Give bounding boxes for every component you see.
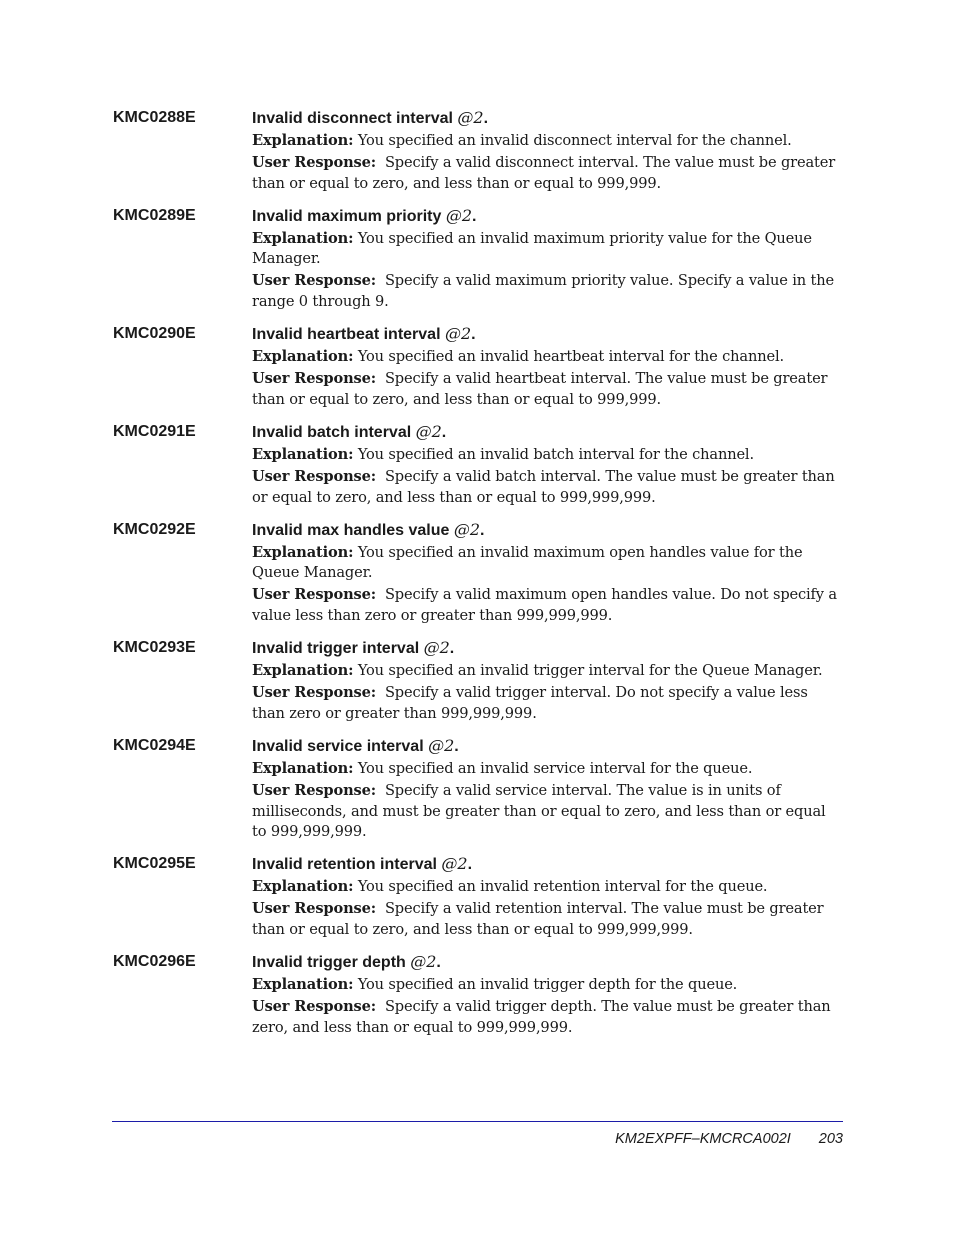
message-title-text: Invalid retention interval (252, 856, 442, 874)
explanation (252, 347, 843, 368)
message-title: Invalid trigger interval @2. (252, 638, 455, 658)
footer-divider (112, 1121, 843, 1122)
message-entry (113, 636, 843, 726)
message-entry (113, 852, 843, 942)
message-variable: @2 (423, 638, 450, 658)
message-entry (113, 734, 843, 844)
message-entry (113, 420, 843, 510)
user-response-label: User Response: (252, 900, 376, 918)
explanation-text: You specified an invalid trigger interval for the Queue Manager. (357, 662, 823, 680)
user-response (252, 271, 843, 312)
user-response-text: Specify a valid disconnect interval. The value must be greater than or equal to zero, and less than or equal to 999,999. (252, 154, 836, 192)
message-variable: @2 (453, 519, 481, 539)
message-body (252, 636, 843, 726)
message-body (252, 852, 843, 942)
explanation (252, 661, 843, 682)
message-entry (113, 950, 843, 1040)
message-code: KMC0290E (113, 325, 196, 343)
message-title: Invalid disconnect interval @2. (252, 108, 489, 127)
user-response-label: User Response: (252, 998, 376, 1016)
message-code: KMC0291E (113, 422, 196, 440)
message-code: KMC0288E (113, 109, 196, 126)
message-variable: @2 (428, 735, 455, 755)
user-response-text: Specify a valid maximum open handles value. Do not specify a value less than zero or greater than 999,999,999. (252, 586, 837, 624)
explanation (252, 975, 843, 996)
message-entry (113, 322, 843, 412)
user-response-label: User Response: (252, 468, 376, 486)
explanation-text: You specified an invalid trigger depth for the queue. (357, 976, 738, 994)
document-id: KM2EXPFF–KMCRCA002I (615, 1131, 791, 1147)
explanation (252, 131, 843, 152)
message-body (252, 322, 843, 412)
user-response-text: Specify a valid heartbeat interval. The value must be greater than or equal to zero, and less than or equal to 999,999. (252, 370, 828, 408)
message-body (252, 106, 843, 196)
explanation-label: Explanation: (252, 229, 354, 247)
message-variable: @2 (444, 324, 472, 344)
user-response (252, 369, 843, 410)
explanation-text: You specified an invalid heartbeat interval for the channel. (357, 348, 784, 366)
user-response (252, 781, 843, 843)
page-number: 203 (818, 1131, 843, 1147)
explanation (252, 543, 843, 584)
user-response-label: User Response: (252, 154, 376, 172)
message-variable: @2 (441, 854, 468, 874)
message-title: Invalid max handles value @2. (252, 519, 485, 539)
message-code: KMC0293E (113, 639, 196, 657)
message-title-text: Invalid service interval (252, 737, 429, 755)
user-response (252, 585, 843, 626)
explanation (252, 759, 843, 780)
explanation-text: You specified an invalid disconnect interval for the channel. (357, 132, 792, 149)
message-title-text: Invalid trigger depth (252, 954, 411, 972)
explanation-label: Explanation: (252, 878, 354, 896)
user-response-label: User Response: (252, 272, 376, 290)
user-response (252, 683, 843, 724)
message-code: KMC0296E (113, 953, 196, 971)
message-title: Invalid heartbeat interval @2. (252, 324, 476, 344)
explanation-text: You specified an invalid maximum open handles value for the Queue Manager. (252, 543, 803, 582)
user-response (252, 997, 843, 1038)
user-response-text: Specify a valid service interval. The value is in units of milliseconds, and must be greater than or equal to zero, and less than or equal to 999,999,999. (252, 781, 826, 841)
message-title-text: Invalid disconnect interval (252, 110, 458, 127)
message-entry (113, 204, 843, 314)
user-response-text: Specify a valid trigger interval. Do not specify a value less than zero or greater than 999,999,999. (252, 684, 808, 722)
message-code: KMC0295E (113, 855, 196, 873)
message-title: Invalid batch interval @2. (252, 421, 447, 441)
page-footer (615, 1130, 843, 1148)
message-body (252, 950, 843, 1040)
user-response-label: User Response: (252, 370, 376, 388)
message-title-text: Invalid trigger interval (252, 640, 424, 658)
explanation (252, 877, 843, 898)
user-response-text: Specify a valid maximum priority value. Specify a value in the range 0 through 9. (252, 272, 834, 311)
message-entry (113, 106, 843, 196)
message-title: Invalid maximum priority @2. (252, 205, 477, 225)
explanation-label: Explanation: (252, 662, 354, 680)
message-entry (113, 518, 843, 628)
message-code: KMC0292E (113, 520, 196, 538)
explanation-label: Explanation: (252, 543, 354, 561)
message-body (252, 420, 843, 510)
explanation-label: Explanation: (252, 976, 354, 994)
explanation-text: You specified an invalid batch interval for the channel. (357, 445, 754, 463)
message-code: KMC0294E (113, 736, 196, 754)
user-response-text: Specify a valid batch interval. The value must be greater than or equal to zero, and less than or equal to 999,999,999. (252, 468, 835, 506)
explanation-label: Explanation: (252, 132, 354, 149)
user-response-label: User Response: (252, 781, 376, 799)
message-variable: @2 (415, 421, 442, 441)
user-response (252, 153, 843, 194)
message-variable: @2 (410, 952, 437, 972)
explanation-text: You specified an invalid retention interval for the queue. (357, 878, 768, 896)
message-title-text: Invalid heartbeat interval (252, 326, 445, 344)
message-list (113, 106, 843, 1048)
explanation-label: Explanation: (252, 348, 354, 366)
message-title: Invalid retention interval @2. (252, 854, 473, 874)
message-variable: @2 (445, 205, 473, 225)
message-variable: @2 (457, 108, 484, 127)
user-response (252, 467, 843, 508)
message-body (252, 518, 843, 628)
explanation (252, 445, 843, 466)
user-response-text: Specify a valid retention interval. The value must be greater than or equal to zero, and less than or equal to 999,999,999. (252, 900, 824, 938)
explanation-text: You specified an invalid service interval for the queue. (357, 759, 753, 777)
user-response-text: Specify a valid trigger depth. The value must be greater than zero, and less than or equal to 999,999,999. (252, 998, 831, 1036)
message-body (252, 204, 843, 314)
message-body (252, 734, 843, 844)
user-response (252, 899, 843, 940)
explanation-label: Explanation: (252, 445, 354, 463)
message-title-text: Invalid batch interval (252, 423, 416, 441)
explanation-text: You specified an invalid maximum priority value for the Queue Manager. (252, 229, 812, 268)
message-title: Invalid service interval @2. (252, 735, 459, 755)
user-response-label: User Response: (252, 586, 376, 604)
message-title-text: Invalid max handles value (252, 521, 454, 539)
message-title: Invalid trigger depth @2. (252, 952, 441, 972)
message-title-text: Invalid maximum priority (252, 207, 446, 225)
explanation (252, 229, 843, 270)
message-code: KMC0289E (113, 206, 196, 224)
explanation-label: Explanation: (252, 759, 354, 777)
user-response-label: User Response: (252, 684, 376, 702)
